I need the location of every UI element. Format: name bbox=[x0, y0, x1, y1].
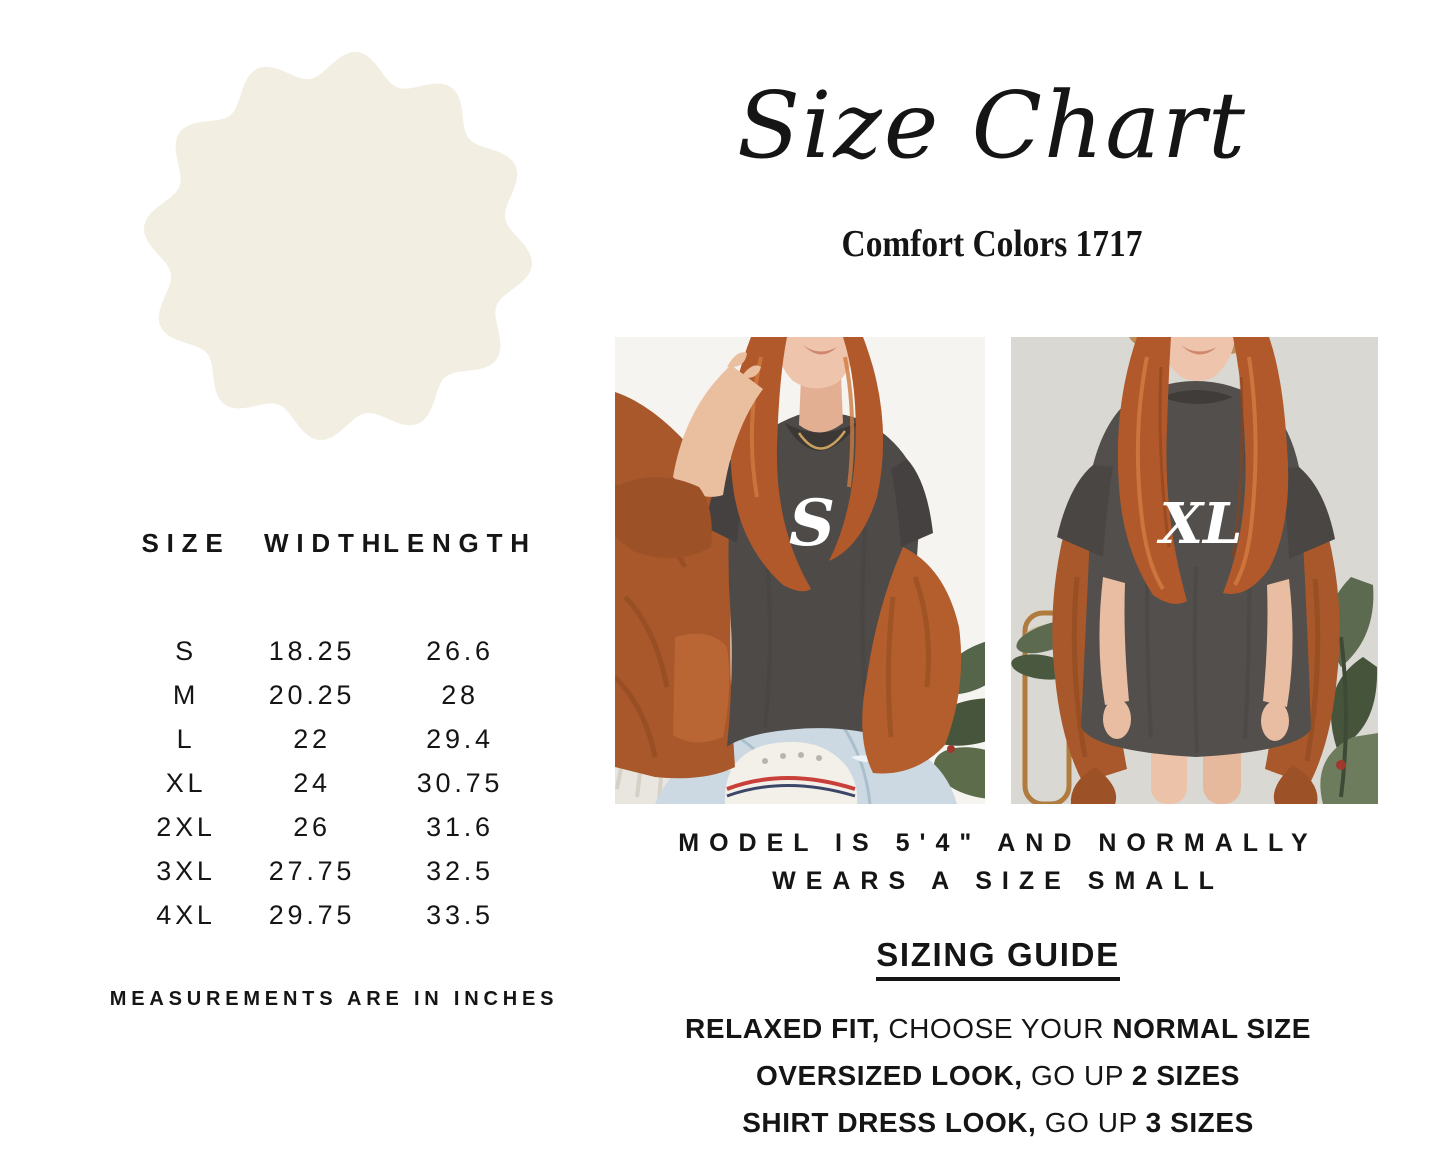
measurements-footnote: MEASUREMENTS ARE IN INCHES bbox=[109, 988, 559, 1010]
table-cell-width: 24 bbox=[293, 767, 331, 798]
size-table-header bbox=[108, 528, 560, 559]
table-cell-size: 3XL bbox=[156, 855, 216, 886]
table-cell-width: 20.25 bbox=[268, 679, 356, 710]
column-header-size: SIZE bbox=[141, 528, 231, 558]
sizing-guide bbox=[642, 936, 1354, 1146]
sizing-guide-heading: SIZING GUIDE bbox=[876, 936, 1120, 981]
sizing-guide-bold: RELAXED FIT, bbox=[685, 1013, 881, 1044]
table-cell-width: 22 bbox=[293, 723, 331, 754]
table-cell-size: 2XL bbox=[156, 811, 216, 842]
sizing-guide-text: GO UP bbox=[1022, 1060, 1132, 1091]
sizing-guide-bold: 3 SIZES bbox=[1145, 1107, 1254, 1138]
table-cell-length: 28 bbox=[441, 679, 479, 710]
table-cell-width: 29.75 bbox=[268, 899, 356, 930]
table-cell-size: S bbox=[175, 635, 197, 666]
table-row bbox=[108, 717, 560, 761]
sizing-guide-text: CHOOSE YOUR bbox=[880, 1013, 1113, 1044]
shirt-size-letter-xl: XL bbox=[1159, 491, 1243, 557]
flower-shape bbox=[144, 52, 532, 440]
table-row bbox=[108, 893, 560, 937]
table-cell-size: M bbox=[172, 679, 200, 710]
sizing-guide-line-oversized bbox=[642, 1052, 1354, 1099]
model-note bbox=[642, 824, 1354, 900]
table-row bbox=[108, 761, 560, 805]
table-cell-size: XL bbox=[165, 767, 207, 798]
table-cell-width: 26 bbox=[293, 811, 331, 842]
sizing-guide-line-relaxed bbox=[642, 1005, 1354, 1052]
model-photo-size-s-illustration bbox=[615, 337, 985, 804]
scalloped-flower-decoration bbox=[140, 46, 536, 446]
table-cell-size: 4XL bbox=[156, 899, 216, 930]
sizing-guide-bold: 2 SIZES bbox=[1131, 1060, 1241, 1091]
sizing-guide-bold: NORMAL SIZE bbox=[1112, 1013, 1311, 1044]
column-header-width: WIDTH bbox=[264, 528, 389, 558]
table-cell-length: 31.6 bbox=[426, 811, 494, 842]
model-note-line1: MODEL IS 5'4" AND NORMALLY bbox=[678, 829, 1318, 857]
table-cell-length: 29.4 bbox=[426, 723, 494, 754]
model-photo-size-xl bbox=[1011, 337, 1378, 804]
table-row bbox=[108, 673, 560, 717]
table-row bbox=[108, 805, 560, 849]
size-table-body bbox=[108, 629, 560, 937]
shirt-size-letter-s: S bbox=[788, 486, 836, 561]
page-title: Size Chart bbox=[736, 72, 1248, 179]
sizing-guide-lines bbox=[642, 1005, 1354, 1146]
table-cell-width: 27.75 bbox=[268, 855, 356, 886]
table-cell-width: 18.25 bbox=[268, 635, 356, 666]
model-photo-size-xl-illustration bbox=[1011, 337, 1378, 804]
table-cell-length: 32.5 bbox=[426, 855, 494, 886]
model-photo-size-s bbox=[615, 337, 985, 804]
table-cell-length: 26.6 bbox=[426, 635, 494, 666]
sizing-guide-bold: SHIRT DRESS LOOK, bbox=[742, 1107, 1037, 1138]
size-table bbox=[108, 528, 560, 937]
table-cell-length: 30.75 bbox=[416, 767, 504, 798]
cardigan-sleeve bbox=[615, 477, 712, 558]
sizing-guide-line-shirt-dress bbox=[642, 1099, 1354, 1146]
sizing-guide-text: GO UP bbox=[1036, 1107, 1146, 1138]
table-cell-size: L bbox=[176, 723, 196, 754]
table-row bbox=[108, 629, 560, 673]
column-header-length: LENGTH bbox=[383, 528, 537, 558]
table-cell-length: 33.5 bbox=[426, 899, 494, 930]
page-subtitle: Comfort Colors 1717 bbox=[841, 223, 1143, 265]
sizing-guide-bold: OVERSIZED LOOK, bbox=[755, 1060, 1023, 1091]
table-row bbox=[108, 849, 560, 893]
model-note-line2: WEARS A SIZE SMALL bbox=[772, 867, 1224, 895]
